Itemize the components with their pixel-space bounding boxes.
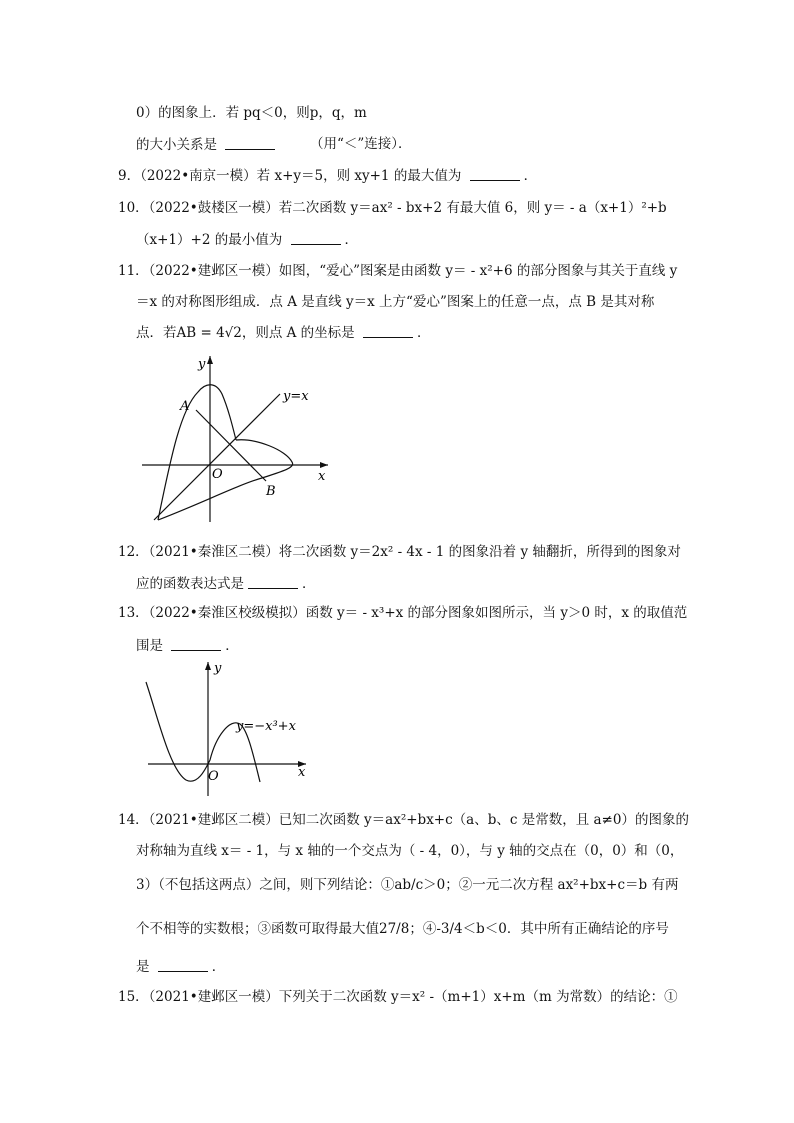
fig1-x-label: x: [318, 469, 326, 484]
line-text: 3）（不包括这两点）之间，则下列结论：①ab/c＞0；②一元二次方程 ax²+bx+c＝b 有两: [136, 877, 679, 893]
line-text: 个不相等的实数根；③函数可取得最大值27/8；④-3/4＜b＜0．其中所有正确结论的序号: [136, 921, 669, 937]
answer-blank[interactable]: [158, 957, 208, 972]
text-line-q14a: [118, 811, 689, 829]
answer-blank[interactable]: [470, 166, 520, 181]
y-axis-arrow: [205, 662, 211, 670]
text-line-q15a: [118, 988, 678, 1006]
line-text: 9．（2022•南京一模）若 x+y＝5，则 xy+1 的最大值为: [118, 168, 466, 184]
line-text: 应的函数表达式是: [136, 576, 244, 592]
text-line-l1: [136, 104, 367, 122]
line-text: 10．（2022•鼓楼区一模）若二次函数 y＝ax² - bx+2 有最大值 6，则 y＝ - a（x+1）²+b: [118, 200, 667, 216]
fig1-point-a-label: A: [180, 399, 190, 414]
fig1-origin-label: O: [212, 467, 223, 482]
answer-blank[interactable]: [291, 230, 341, 245]
answer-blank[interactable]: [225, 135, 275, 150]
y-axis-arrow: [207, 356, 213, 364]
fig2-y-label: y: [214, 661, 222, 676]
reflected-curve: [158, 440, 293, 520]
text-line-q12a: [118, 543, 681, 561]
line-text: ＝x 的对称图形组成．点 A 是直线 y＝x 上方“爱心”图案上的任意一点，点 B 是其对称: [136, 294, 655, 310]
text-line-q14e: 是 ．: [136, 959, 226, 975]
text-line-l2b: [310, 135, 412, 153]
text-line-q12b: 应的函数表达式是 ．: [136, 576, 316, 592]
text-line-q13b: 围是 ．: [136, 638, 239, 654]
fig2-curve-label: y=−x³+x: [236, 719, 296, 734]
text-line-q9a: 9．（2022•南京一模）若 x+y＝5，则 xy+1 的最大值为 ．: [118, 168, 538, 184]
fig2-origin-label: O: [208, 769, 219, 784]
line-text: 11．（2022•建邺区一模）如图，“爱心”图案是由函数 y＝ - x²+6 的部分图象与其关于直线 y: [118, 263, 678, 279]
text-line-q10b: （x+1）+2 的最小值为 ．: [136, 232, 358, 248]
fig2-x-label: x: [298, 765, 306, 780]
line-y-equals-x: [154, 394, 280, 520]
answer-blank[interactable]: [171, 636, 221, 651]
text-line-q14b: [136, 842, 683, 860]
fig1-line-label: y=x: [283, 389, 309, 404]
line-text: 14．（2021•建邺区二模）已知二次函数 y＝ax²+bx+c（a、b、c 是常数，且 a≠0）的图象的: [118, 812, 689, 828]
text-line-q11b: [136, 293, 654, 311]
x-axis-arrow: [320, 462, 328, 468]
heart-figure: [140, 352, 340, 527]
answer-blank[interactable]: [248, 574, 298, 589]
line-text: 对称轴为直线 x＝ - 1，与 x 轴的一个交点为（ - 4，0），与 y 轴的交点在（0，0）和（0，: [136, 843, 684, 859]
line-text: 15．（2021•建邺区一模）下列关于二次函数 y＝x² -（m+1）x+m（m 为常数）的结论：①: [118, 989, 678, 1005]
line-text: 的大小关系是: [136, 137, 222, 153]
line-text: 围是: [136, 638, 168, 654]
text-line-q10a: [118, 199, 667, 217]
text-line-q11c: 点．若AB = 4√2，则点 A 的坐标是 ．: [136, 325, 431, 341]
line-text: 13．（2022•秦淮区校级模拟）函数 y＝ - x³+x 的部分图象如图所示，当 y＞0 时，x 的取值范: [118, 605, 688, 621]
line-text: 0）的图象上．若 pq＜0，则p，q，m: [136, 105, 367, 121]
cubic-figure: [140, 658, 320, 798]
text-line-q14d: [136, 920, 669, 938]
text-line-q13a: [118, 604, 687, 622]
line-text: 是: [136, 959, 154, 975]
line-text: （用“＜”连接）．: [310, 136, 412, 152]
text-line-q11a: [118, 262, 677, 280]
fig1-point-b-label: B: [266, 484, 276, 499]
line-text: 点．若AB = 4√2，则点 A 的坐标是: [136, 325, 359, 341]
line-text: 12．（2021•秦淮区二模）将二次函数 y＝2x² - 4x - 1 的图象沿着 y 轴翻折，所得到的图象对: [118, 544, 681, 560]
line-text: （x+1）+2 的最小值为: [136, 232, 287, 248]
text-line-q14c: [136, 876, 678, 894]
answer-blank[interactable]: [363, 323, 413, 338]
text-line-l2a: [136, 135, 279, 154]
fig1-y-label: y: [198, 357, 206, 372]
parabola-curve: [158, 385, 236, 520]
